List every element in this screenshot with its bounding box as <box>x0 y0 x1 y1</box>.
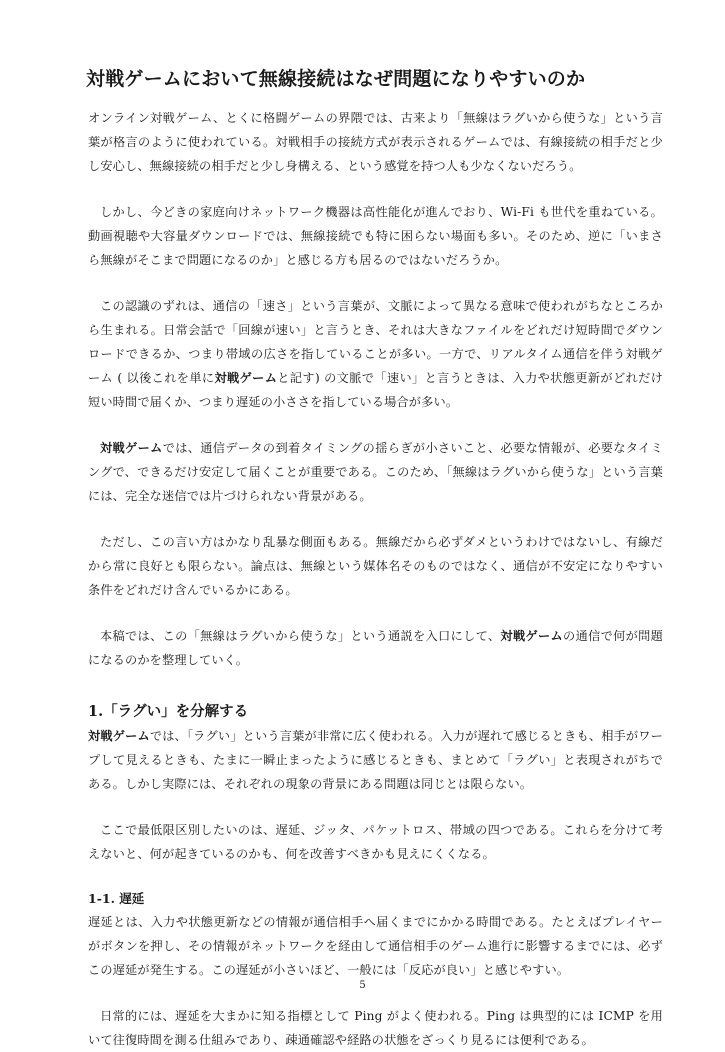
page-title: 対戦ゲームにおいて無線接続はなぜ問題になりやすいのか <box>86 68 586 90</box>
bold-term: 対戦ゲーム <box>100 441 163 455</box>
paragraph-text: 本稿では、この「無線はラグいから使うな」という通説を入口にして、 <box>100 629 501 643</box>
paragraph-four-factors: ここで最低限区別したいのは、遅延、ジッタ、パケットロス、帯域の四つである。これらを分けて考えないと、何が起きているのかも、何を改善すべきかも見えにくくなる。 <box>88 823 663 861</box>
paragraph-text: この認識のずれは、通信の「速さ」という言葉が、文脈によって異なる意味で使われがちなところから生まれる。日常会話で「回線が速い」と言うとき、それは大きなファイルをどれだけ短時間でダウンロードできるか、つまり帯域の広さを指していることが多い。一方で、リアルタイム通信を伴う対戦ゲーム ( 以後これを単に <box>88 299 663 385</box>
section-heading: 1.「ラグい」を分解する <box>88 703 249 720</box>
paragraph-latency: 遅延とは、入力や状態更新などの情報が通信相手へ届くまでにかかる時間である。たとえばプレイヤーがボタンを押し、その情報がネットワークを経由して通信相手のゲーム進行に影響するまでには、必ずこの遅延が発生する。この遅延が小さいほど、一般には「反応が良い」と感じやすい。 <box>88 915 663 977</box>
paragraph-intro: オンライン対戦ゲーム、とくに格闘ゲームの界隈では、古来より「無線はラグいから使うな」という言葉が格言のように使われている。対戦相手の接続方式が表示されるゲームでは、有線接続の相手だと少し安心し、無線接続の相手だと少し身構える、という感覚を持つ人も少なくないだろう。 <box>88 111 663 173</box>
paragraph-text: と記す) の文脈で「速い」と言うときは、入力や状態更新がどれだけ短い時間で届くか、つまり遅延の小ささを指している場合が多い。 <box>88 371 664 409</box>
bold-term: 対戦ゲーム <box>214 371 278 385</box>
paragraph-speed <box>88 294 663 414</box>
paragraph-timing <box>88 436 663 508</box>
paragraph-lag <box>88 724 663 796</box>
paragraph-text: の通信で何が問題になるのかを整理していく。 <box>88 629 664 667</box>
paragraph-purpose <box>88 624 663 672</box>
paragraph-text: では、「ラグい」という言葉が非常に広く使われる。入力が遅れて感じるときも、相手がワープして見えるときも、たまに一瞬止まったように感じるときも、まとめて「ラグい」と表現されがちである。しかし実際には、それぞれの現象の背景にある問題は同じとは限らない。 <box>88 729 664 791</box>
paragraph-wifi: しかし、今どきの家庭向けネットワーク機器は高性能化が進んでおり、Wi-Fi も世代を重ねている。動画視聴や大容量ダウンロードでは、無線接続でも特に困らない場面も多い。そのため、逆に「いまさら無線がそこまで問題になるのか」と感じる方も居るのではないだろうか。 <box>88 205 663 267</box>
bold-term: 対戦ゲーム <box>500 629 564 643</box>
paragraph-caveat: ただし、この言い方はかなり乱暴な側面もある。無線だから必ずダメというわけではないし、有線だから常に良好とも限らない。論点は、無線という媒体名そのものではなく、通信が不安定になりやすい条件をどれだけ含んでいるかにある。 <box>88 535 663 597</box>
page-number: 5 <box>359 980 366 991</box>
paragraph-ping: 日常的には、遅延を大まかに知る指標として Ping がよく使われる。Ping は典型的には ICMP を用いて往復時間を測る仕組みであり、疎通確認や経路の状態をざっくり見るには便利である。 <box>88 1009 663 1047</box>
paragraph-text: では、通信データの到着タイミングの揺らぎが小さいこと、必要な情報が、必要なタイミングで、できるだけ安定して届くことが重要である。このため、「無線はラグいから使うな」という言葉には、完全な迷信では片づけられない背景がある。 <box>88 441 664 503</box>
subsection-heading: 1-1. 遅延 <box>88 891 145 906</box>
bold-term: 対戦ゲーム <box>88 729 150 743</box>
